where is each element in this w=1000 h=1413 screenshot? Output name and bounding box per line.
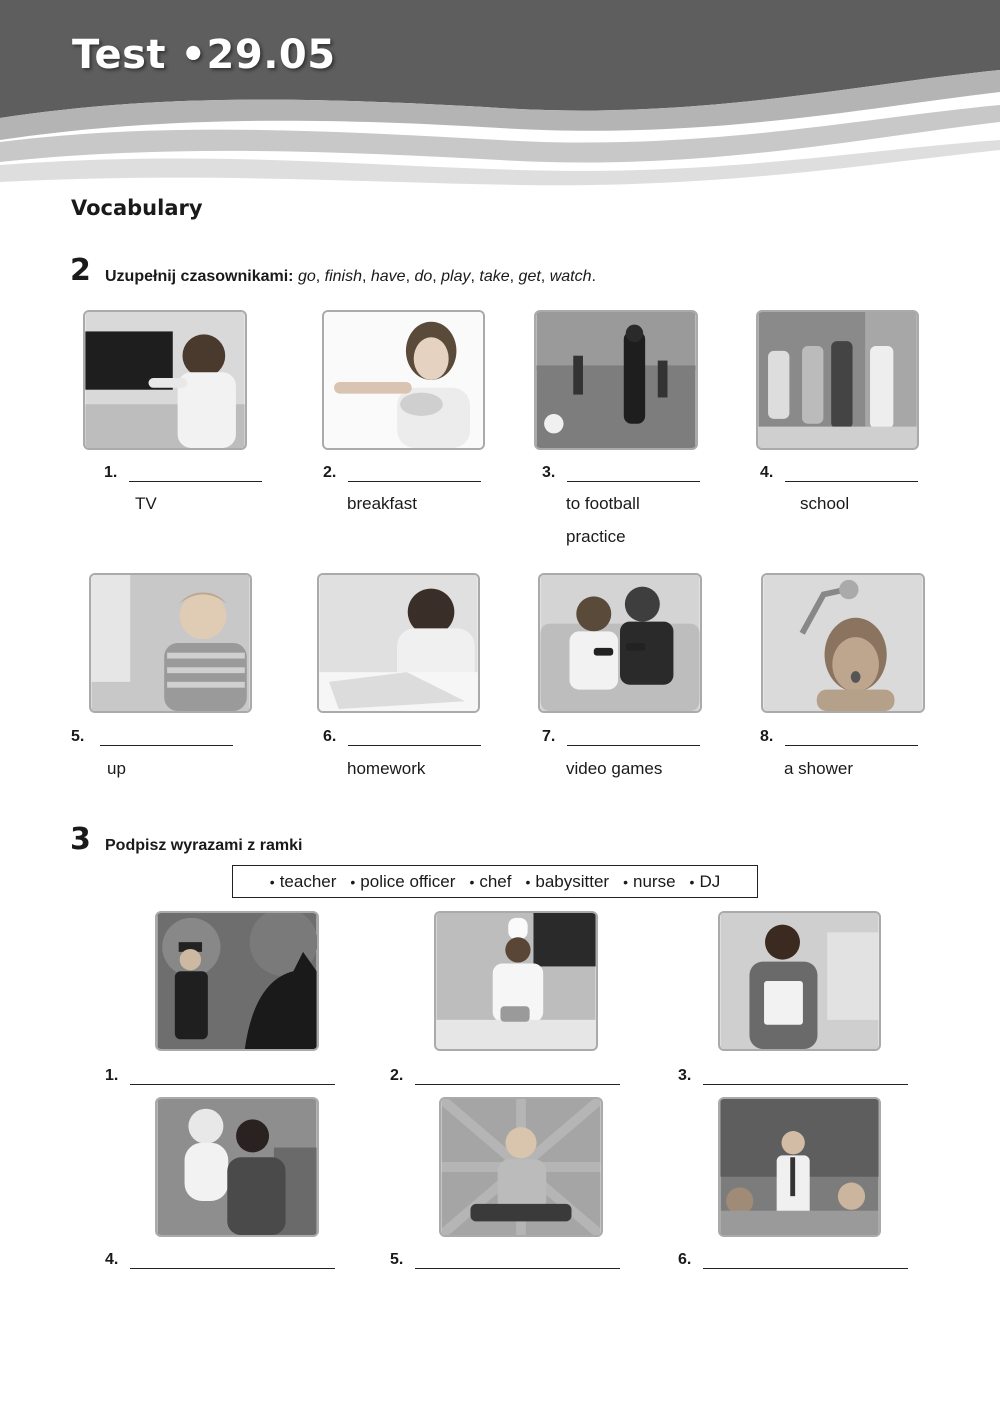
ex3-item-4-blank	[105, 1251, 335, 1269]
exercise-3-number: 3	[70, 822, 91, 857]
answer-line[interactable]	[567, 467, 700, 482]
boys-video-games-photo	[538, 573, 702, 713]
word-chef: • chef	[469, 872, 511, 892]
page-title: Test •29.05	[72, 32, 336, 78]
nurse-photo	[718, 911, 881, 1051]
answer-line[interactable]	[703, 1070, 908, 1085]
word-dj: • DJ	[690, 872, 721, 892]
boy-shower-photo	[761, 573, 925, 713]
ex2-item-6-phrase: homework	[347, 759, 426, 778]
ex2-item-2-blank	[323, 464, 481, 482]
verb-4: play	[441, 268, 471, 285]
answer-line[interactable]	[348, 467, 481, 482]
chef-cooking-photo	[434, 911, 598, 1051]
boy-doing-homework-photo	[317, 573, 480, 713]
police-officer-on-horse-photo	[155, 911, 319, 1051]
ex2-item-3-phrase: to football practice	[566, 494, 640, 546]
ex2-item-7-blank	[542, 728, 700, 746]
ex3-item-2-number: 2.	[390, 1067, 404, 1084]
word-teacher: • teacher	[270, 872, 337, 892]
answer-line[interactable]	[130, 1254, 335, 1269]
answer-line[interactable]	[130, 1070, 335, 1085]
answer-line[interactable]	[785, 467, 918, 482]
ex2-item-4-number: 4.	[760, 464, 774, 481]
kids-running-school-photo	[756, 310, 919, 450]
answer-line[interactable]	[348, 731, 481, 746]
ex2-item-6-blank	[323, 728, 481, 746]
answer-line[interactable]	[703, 1254, 908, 1269]
ex2-item-2-phrase: breakfast	[347, 494, 417, 513]
teacher-classroom-photo	[718, 1097, 881, 1237]
ex2-item-3-blank	[542, 464, 700, 482]
ex2-item-6-number: 6.	[323, 728, 337, 745]
boy-watching-tv-photo	[83, 310, 247, 450]
ex3-item-5-number: 5.	[390, 1251, 404, 1268]
ex2-item-8-number: 8.	[760, 728, 774, 745]
verb-7: watch	[549, 268, 592, 285]
ex3-item-6-number: 6.	[678, 1251, 692, 1268]
verb-5: take	[479, 268, 510, 285]
word-babysitter: • babysitter	[525, 872, 609, 892]
answer-line[interactable]	[415, 1254, 620, 1269]
ex3-item-5-blank	[390, 1251, 620, 1269]
ex3-item-3-blank	[678, 1067, 908, 1085]
ex2-item-7-number: 7.	[542, 728, 556, 745]
ex3-item-1-number: 1.	[105, 1067, 119, 1084]
ex2-item-1-blank	[104, 464, 262, 482]
exercise-3-instruction: Podpisz wyrazami z ramki	[105, 837, 303, 854]
exercise-2-instruction: Uzupełnij czasownikami: go, finish, have, do, play, take, get, watch.	[105, 268, 596, 285]
ex2-item-1-phrase: TV	[135, 494, 157, 513]
word-nurse: • nurse	[623, 872, 675, 892]
section-title-vocabulary: Vocabulary	[71, 196, 203, 220]
verb-0: go	[297, 268, 316, 285]
ex2-item-3-number: 3.	[542, 464, 556, 481]
ex2-item-5-phrase: up	[107, 759, 126, 778]
answer-line[interactable]	[100, 731, 233, 746]
ex2-item-4-blank	[760, 464, 918, 482]
babysitter-with-baby-photo	[155, 1097, 319, 1237]
answer-line[interactable]	[129, 467, 262, 482]
ex2-item-8-phrase: a shower	[784, 759, 853, 778]
ex2-item-4-phrase: school	[800, 494, 850, 513]
word-box	[232, 865, 758, 898]
ex3-item-4-number: 4.	[105, 1251, 119, 1268]
word-police-officer: • police officer	[350, 872, 455, 892]
exercise-2-instruction-label: Uzupełnij czasownikami:	[105, 268, 294, 285]
answer-line[interactable]	[415, 1070, 620, 1085]
ex3-item-1-blank	[105, 1067, 335, 1085]
ex2-item-5-number: 5.	[71, 728, 85, 745]
verb-3: do	[414, 268, 433, 285]
exercise-2-number: 2	[70, 253, 91, 288]
ex2-item-8-blank	[760, 728, 918, 746]
girl-eating-breakfast-photo	[322, 310, 485, 450]
verb-6: get	[518, 268, 541, 285]
header-banner	[0, 0, 1000, 190]
ex2-item-7-phrase: video games	[566, 759, 663, 778]
ex3-item-2-blank	[390, 1067, 620, 1085]
ex2-item-1-number: 1.	[104, 464, 118, 481]
answer-line[interactable]	[567, 731, 700, 746]
answer-line[interactable]	[785, 731, 918, 746]
ex2-item-5-blank	[71, 728, 233, 746]
ex3-item-6-blank	[678, 1251, 908, 1269]
ex3-item-3-number: 3.	[678, 1067, 692, 1084]
dj-photo	[439, 1097, 603, 1237]
verb-1: finish	[324, 268, 362, 285]
boys-playing-football-photo	[534, 310, 698, 450]
ex2-item-2-number: 2.	[323, 464, 337, 481]
verb-2: have	[370, 268, 406, 285]
boy-waking-up-photo	[89, 573, 252, 713]
